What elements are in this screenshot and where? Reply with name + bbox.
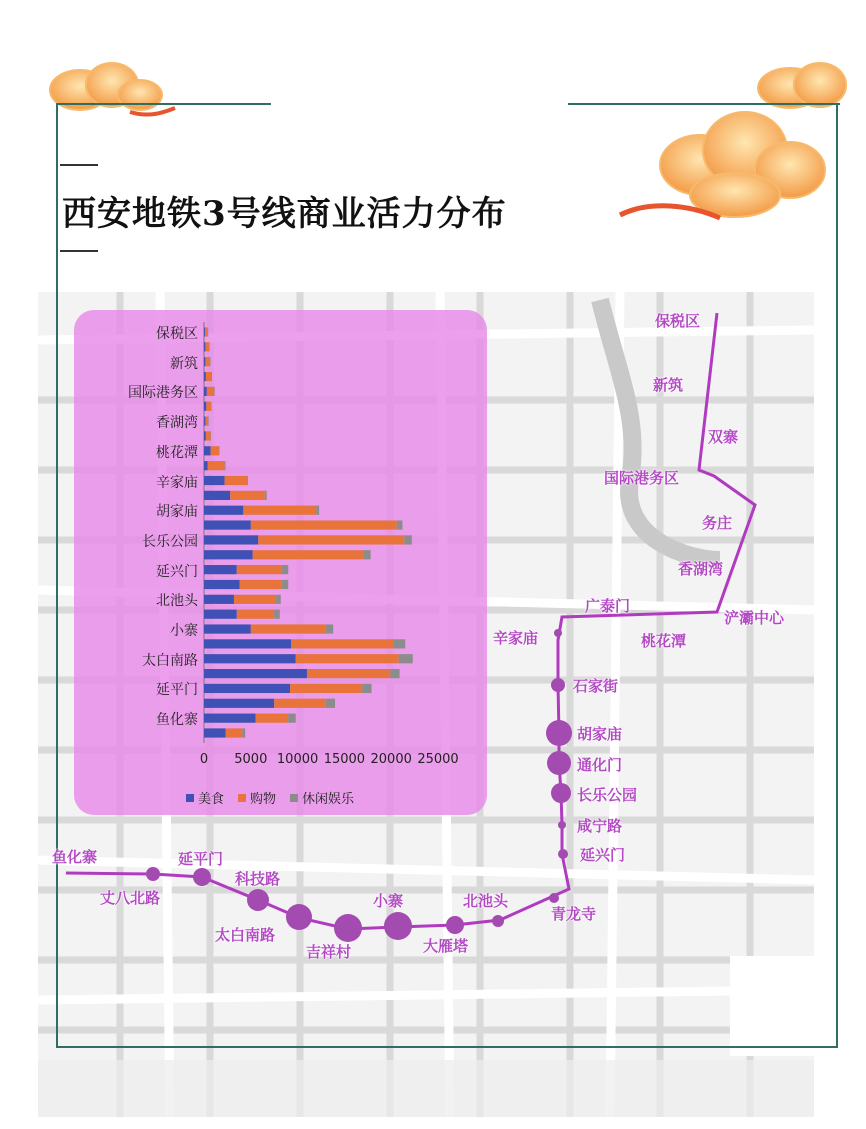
bar-xiuxian-13: [397, 520, 403, 529]
bar-meishi-2: [204, 357, 205, 366]
bar-xiuxian-14: [404, 535, 411, 544]
bar-meishi-7: [204, 431, 206, 440]
bar-gouwu-13: [251, 520, 397, 529]
station-label-baoshuiqu: 保税区: [655, 312, 701, 330]
bar-gouwu-22: [296, 654, 399, 663]
bar-gouwu-12: [243, 506, 316, 515]
bar-meishi-17: [204, 580, 240, 589]
legend-swatch-gouwu: [238, 794, 246, 802]
bar-meishi-27: [204, 728, 226, 737]
station-label-dayanta: 大雁塔: [423, 937, 469, 955]
bar-xiuxian-9: [225, 461, 226, 470]
bar-xiuxian-12: [316, 506, 319, 515]
station-label-guangtaimen: 广泰门: [585, 597, 631, 615]
x-tick-label: 5000: [234, 752, 268, 767]
station-label-wenbabeilu: 丈八北路: [100, 889, 161, 907]
bar-xiuxian-17: [282, 580, 289, 589]
bar-meishi-9: [204, 461, 208, 470]
bar-meishi-18: [204, 595, 234, 604]
bar-meishi-19: [204, 610, 237, 619]
bar-meishi-20: [204, 624, 251, 633]
bar-gouwu-4: [207, 387, 214, 396]
bar-gouwu-26: [255, 714, 288, 723]
bar-meishi-1: [204, 342, 205, 351]
x-tick-label: 10000: [276, 752, 319, 767]
station-label-yanxingmen: 延兴门: [580, 846, 626, 864]
x-tick-label: 0: [199, 752, 209, 767]
bar-meishi-12: [204, 506, 243, 515]
station-label-xiaozhai: 小寨: [373, 892, 404, 910]
bar-xiuxian-21: [394, 639, 405, 648]
station-label-yanpingmen: 延平门: [178, 850, 224, 868]
bar-xiuxian-20: [326, 624, 333, 633]
bar-gouwu-2: [205, 357, 210, 366]
bar-gouwu-20: [251, 624, 326, 633]
station-label-changlegongyuan: 长乐公园: [577, 786, 638, 804]
category-label: 北池头: [156, 593, 198, 610]
station-label-xianghuwan: 香湖湾: [678, 560, 724, 578]
bar-gouwu-23: [307, 669, 390, 678]
station-label-qinglongsi: 青龙寺: [551, 905, 597, 923]
category-label: 辛家庙: [156, 474, 198, 491]
category-label: 鱼化寨: [156, 712, 198, 729]
category-label: 香湖湾: [156, 415, 198, 432]
legend-swatch-meishi: [186, 794, 194, 802]
bar-gouwu-16: [237, 565, 282, 574]
bar-xiuxian-27: [242, 728, 245, 737]
bar-gouwu-11: [230, 491, 265, 500]
bar-meishi-24: [204, 684, 290, 693]
bar-gouwu-27: [226, 728, 243, 737]
station-label-yuhuazhai: 鱼化寨: [52, 848, 98, 866]
bar-gouwu-17: [240, 580, 282, 589]
legend-item-meishi: [186, 788, 224, 807]
bar-gouwu-25: [274, 699, 325, 708]
bar-meishi-4: [204, 387, 207, 396]
bar-xiuxian-25: [326, 699, 335, 708]
station-label-taohuatan: 桃花潭: [641, 632, 687, 650]
station-label-beichitou: 北池头: [463, 892, 509, 910]
bar-xiuxian-24: [362, 684, 371, 693]
bar-gouwu-9: [208, 461, 225, 470]
bar-xiuxian-22: [399, 654, 413, 663]
bar-meishi-21: [204, 639, 291, 648]
x-tick-label: 20000: [370, 752, 412, 767]
legend-item-gouwu: [238, 788, 276, 807]
category-label: 保税区: [156, 326, 198, 342]
legend-swatch-xiuxian: [290, 794, 298, 802]
bar-meishi-0: [204, 327, 205, 336]
station-label-kejilu: 科技路: [235, 870, 281, 888]
bar-xiuxian-26: [288, 714, 295, 723]
bar-meishi-22: [204, 654, 296, 663]
bar-meishi-23: [204, 669, 307, 678]
bar-xiuxian-19: [274, 610, 280, 619]
legend-item-xiuxian: [290, 788, 354, 807]
station-label-shijiajie: 石家街: [573, 677, 619, 695]
bar-xiuxian-16: [282, 565, 289, 574]
bar-meishi-11: [204, 491, 230, 500]
category-label: 长乐公园: [142, 533, 198, 550]
station-label-taibainanlu: 太白南路: [215, 926, 276, 944]
bar-gouwu-1: [205, 342, 209, 351]
bar-gouwu-19: [237, 610, 274, 619]
bar-meishi-6: [204, 417, 205, 426]
category-label: 太白南路: [142, 652, 198, 669]
x-tick-label: 15000: [323, 752, 366, 767]
bar-gouwu-15: [253, 550, 363, 559]
bar-meishi-10: [204, 476, 225, 485]
bar-xiuxian-23: [390, 669, 399, 678]
bar-gouwu-21: [291, 639, 394, 648]
station-label-guojigangwuqu: 国际港务区: [604, 469, 680, 487]
bar-gouwu-14: [258, 535, 404, 544]
category-label: 新筑: [170, 355, 198, 372]
x-tick-label: 25000: [417, 752, 459, 767]
station-label-xianninglu: 咸宁路: [577, 817, 623, 835]
bar-meishi-3: [204, 372, 206, 381]
legend-label-gouwu: 购物: [250, 792, 277, 807]
bar-xiuxian-15: [363, 550, 370, 559]
bar-gouwu-3: [206, 372, 212, 381]
bar-xiuxian-11: [265, 491, 267, 500]
bar-meishi-8: [204, 446, 211, 455]
bar-meishi-15: [204, 550, 253, 559]
bar-gouwu-24: [290, 684, 362, 693]
bar-gouwu-0: [205, 327, 208, 336]
category-label: 小寨: [170, 623, 198, 640]
bar-gouwu-18: [234, 595, 276, 604]
bar-gouwu-7: [206, 431, 211, 440]
page-title: 西安地铁3号线商业活力分布: [62, 194, 507, 234]
bar-gouwu-5: [206, 402, 211, 411]
category-label: 国际港务区: [128, 385, 198, 402]
bar-xiuxian-18: [276, 595, 281, 604]
station-label-tonghuamen: 通化门: [577, 756, 623, 774]
station-label-xinzhu: 新筑: [653, 376, 684, 394]
category-label: 桃花潭: [156, 444, 198, 461]
station-label-hujiamiao: 胡家庙: [577, 725, 623, 743]
bar-meishi-13: [204, 520, 251, 529]
bar-meishi-26: [204, 714, 255, 723]
bar-gouwu-6: [205, 417, 208, 426]
bar-meishi-25: [204, 699, 274, 708]
bar-meishi-16: [204, 565, 237, 574]
category-label: 胡家庙: [156, 504, 198, 521]
bar-xiuxian-10: [247, 476, 248, 485]
station-label-jixiangcun: 吉祥村: [306, 943, 352, 961]
chart-legend: [186, 788, 354, 807]
bar-gouwu-8: [211, 446, 219, 455]
category-label: 延兴门: [156, 563, 198, 580]
legend-label-xiuxian: 休闲娱乐: [302, 792, 355, 807]
category-label: 延平门: [156, 682, 198, 699]
legend-label-meishi: 美食: [198, 792, 225, 807]
station-label-xinjiamiao: 辛家庙: [493, 629, 539, 647]
bar-meishi-5: [204, 402, 206, 411]
station-label-shuangzhai: 双寨: [708, 428, 739, 446]
bar-meishi-14: [204, 535, 258, 544]
bar-gouwu-10: [225, 476, 247, 485]
station-label-chanbazhongxin: 浐灞中心: [724, 609, 785, 627]
station-label-wuzhuang: 务庄: [702, 514, 733, 532]
